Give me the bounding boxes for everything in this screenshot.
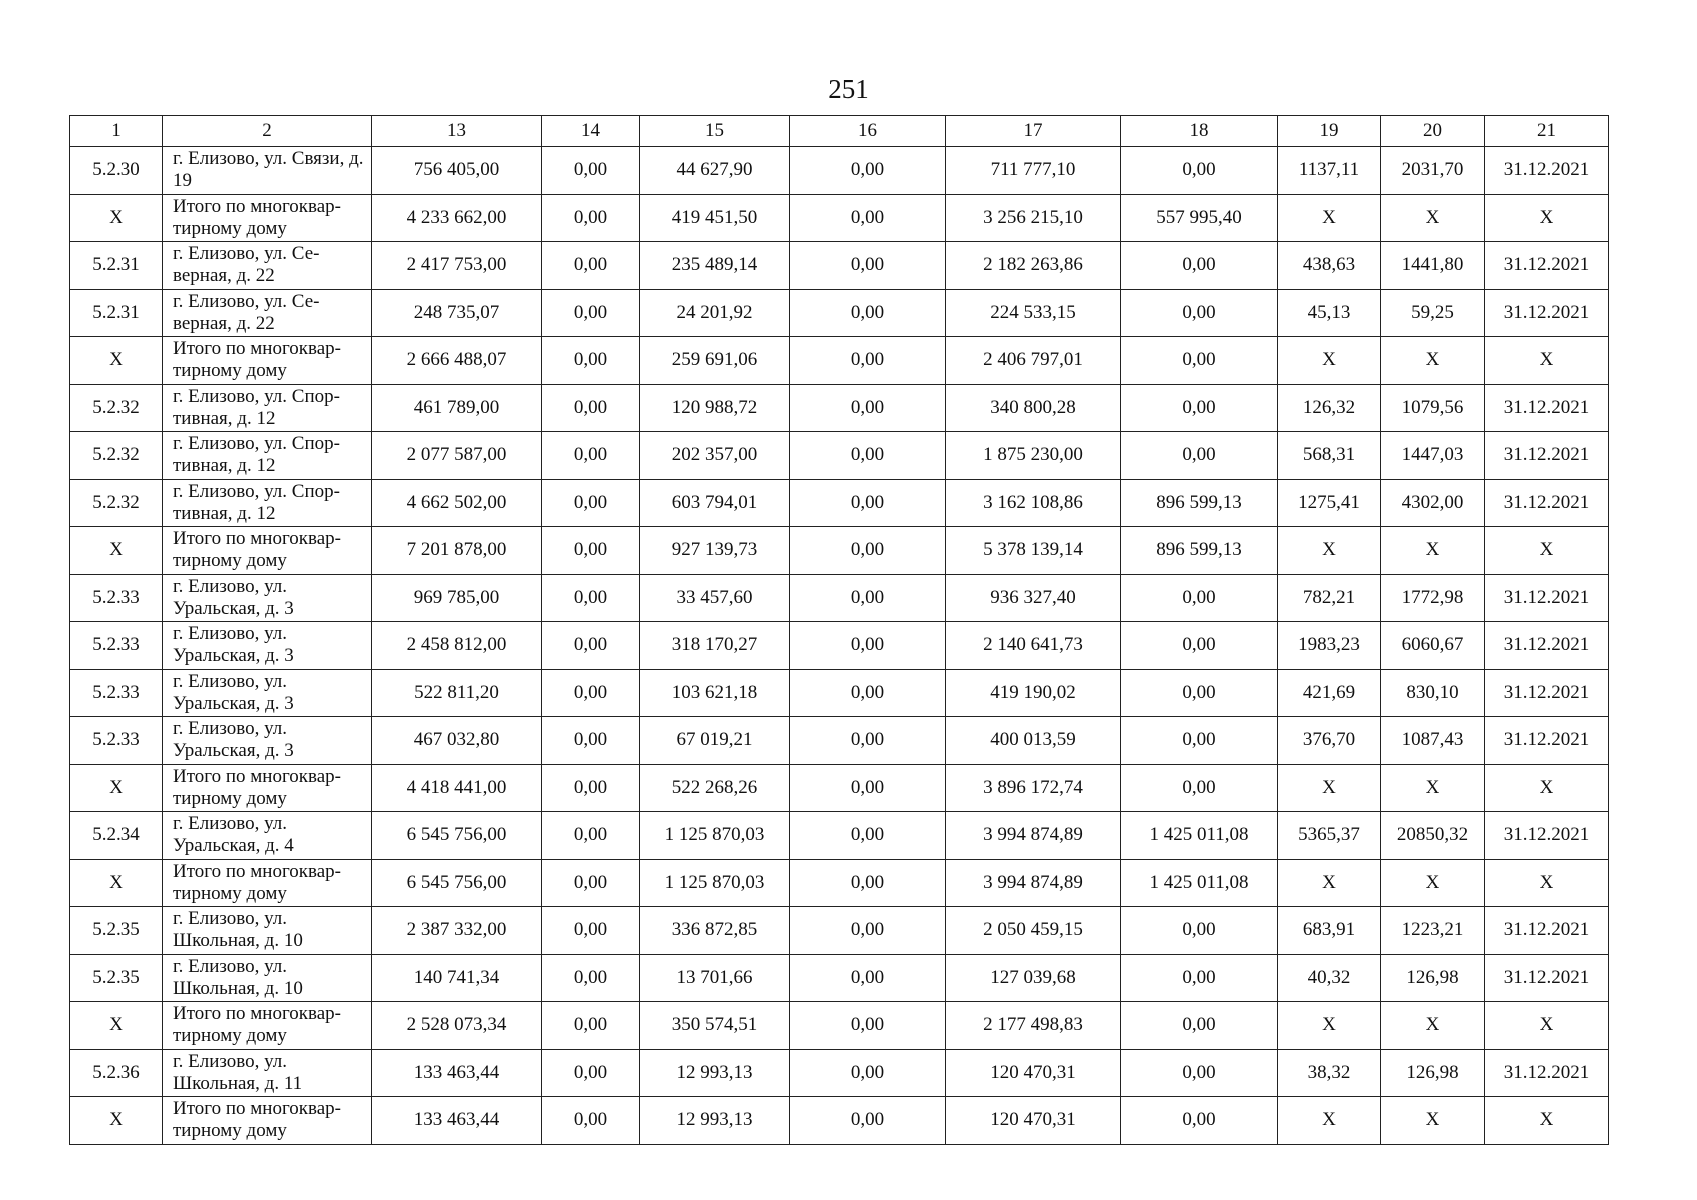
cell-col-20: 1447,03 (1381, 432, 1485, 480)
table-row (70, 859, 1609, 907)
cell-col-19: 376,70 (1278, 717, 1381, 765)
cell-col-20: 830,10 (1381, 669, 1485, 717)
cell-address: Итого по многоквар-тирному дому (163, 194, 372, 242)
cell-col-15: 419 451,50 (640, 194, 790, 242)
cell-col-21-date: 31.12.2021 (1485, 812, 1609, 860)
cell-col-20: 126,98 (1381, 954, 1485, 1002)
cell-col-13: 6 545 756,00 (372, 812, 542, 860)
cell-col-20: Х (1381, 337, 1485, 385)
cell-row-number: Х (70, 337, 163, 385)
table-row (70, 954, 1609, 1002)
cell-col-16: 0,00 (790, 669, 946, 717)
cell-col-19: 421,69 (1278, 669, 1381, 717)
table-row (70, 717, 1609, 765)
cell-col-20: 1223,21 (1381, 907, 1485, 955)
cell-col-16: 0,00 (790, 384, 946, 432)
cell-address: г. Елизово, ул. Школьная, д. 11 (163, 1049, 372, 1097)
cell-row-number: 5.2.33 (70, 669, 163, 717)
cell-col-21-date: 31.12.2021 (1485, 954, 1609, 1002)
cell-row-number: 5.2.30 (70, 147, 163, 195)
cell-col-17: 127 039,68 (946, 954, 1121, 1002)
cell-col-14: 0,00 (542, 1097, 640, 1145)
cell-col-18: 0,00 (1121, 1002, 1278, 1050)
cell-col-21-date: 31.12.2021 (1485, 1049, 1609, 1097)
cell-address: г. Елизово, ул. Связи, д. 19 (163, 147, 372, 195)
cell-col-21-date: 31.12.2021 (1485, 574, 1609, 622)
cell-col-21-date: 31.12.2021 (1485, 147, 1609, 195)
cell-address: г. Елизово, ул. Уральская, д. 3 (163, 574, 372, 622)
data-table (69, 115, 1609, 1145)
cell-address: г. Елизово, ул. Се-верная, д. 22 (163, 242, 372, 290)
cell-row-number: 5.2.33 (70, 717, 163, 765)
cell-col-19: 126,32 (1278, 384, 1381, 432)
cell-col-19: 568,31 (1278, 432, 1381, 480)
cell-col-14: 0,00 (542, 289, 640, 337)
column-header: 13 (372, 116, 542, 147)
cell-col-20: 1772,98 (1381, 574, 1485, 622)
cell-col-16: 0,00 (790, 622, 946, 670)
cell-col-21-date: Х (1485, 1002, 1609, 1050)
cell-col-14: 0,00 (542, 812, 640, 860)
cell-col-20: Х (1381, 194, 1485, 242)
cell-col-16: 0,00 (790, 242, 946, 290)
cell-col-19: Х (1278, 194, 1381, 242)
column-header: 20 (1381, 116, 1485, 147)
cell-row-number: 5.2.34 (70, 812, 163, 860)
cell-col-15: 67 019,21 (640, 717, 790, 765)
cell-col-21-date: Х (1485, 764, 1609, 812)
column-header: 2 (163, 116, 372, 147)
cell-col-18: 0,00 (1121, 289, 1278, 337)
cell-col-13: 2 417 753,00 (372, 242, 542, 290)
cell-col-18: 557 995,40 (1121, 194, 1278, 242)
cell-col-16: 0,00 (790, 907, 946, 955)
cell-col-19: Х (1278, 527, 1381, 575)
cell-address: Итого по многоквар-тирному дому (163, 1002, 372, 1050)
cell-col-21-date: 31.12.2021 (1485, 242, 1609, 290)
cell-col-14: 0,00 (542, 622, 640, 670)
cell-address: г. Елизово, ул. Школьная, д. 10 (163, 907, 372, 955)
cell-col-18: 0,00 (1121, 764, 1278, 812)
cell-col-21-date: 31.12.2021 (1485, 717, 1609, 765)
cell-col-13: 4 662 502,00 (372, 479, 542, 527)
cell-col-18: 0,00 (1121, 574, 1278, 622)
table-row (70, 384, 1609, 432)
cell-col-19: 438,63 (1278, 242, 1381, 290)
cell-col-21-date: Х (1485, 194, 1609, 242)
cell-col-19: Х (1278, 1002, 1381, 1050)
cell-col-17: 224 533,15 (946, 289, 1121, 337)
cell-col-14: 0,00 (542, 147, 640, 195)
cell-col-19: Х (1278, 1097, 1381, 1145)
cell-col-17: 340 800,28 (946, 384, 1121, 432)
cell-col-14: 0,00 (542, 859, 640, 907)
cell-col-13: 522 811,20 (372, 669, 542, 717)
table-row (70, 574, 1609, 622)
cell-col-20: Х (1381, 527, 1485, 575)
cell-address: г. Елизово, ул. Школьная, д. 10 (163, 954, 372, 1002)
cell-col-18: 0,00 (1121, 954, 1278, 1002)
cell-row-number: 5.2.33 (70, 574, 163, 622)
cell-col-15: 12 993,13 (640, 1097, 790, 1145)
cell-address: Итого по многоквар-тирному дому (163, 859, 372, 907)
cell-col-15: 318 170,27 (640, 622, 790, 670)
cell-col-13: 4 233 662,00 (372, 194, 542, 242)
table-row (70, 622, 1609, 670)
cell-row-number: Х (70, 1002, 163, 1050)
cell-col-16: 0,00 (790, 764, 946, 812)
cell-col-13: 2 666 488,07 (372, 337, 542, 385)
cell-col-21-date: Х (1485, 527, 1609, 575)
cell-col-21-date: 31.12.2021 (1485, 289, 1609, 337)
cell-address: Итого по многоквар-тирному дому (163, 1097, 372, 1145)
cell-col-20: Х (1381, 1002, 1485, 1050)
cell-col-21-date: 31.12.2021 (1485, 907, 1609, 955)
cell-col-14: 0,00 (542, 764, 640, 812)
cell-col-15: 259 691,06 (640, 337, 790, 385)
column-number-row (70, 116, 1609, 147)
table-row (70, 242, 1609, 290)
cell-col-13: 2 458 812,00 (372, 622, 542, 670)
cell-col-16: 0,00 (790, 479, 946, 527)
cell-col-17: 120 470,31 (946, 1049, 1121, 1097)
cell-col-20: 59,25 (1381, 289, 1485, 337)
cell-row-number: Х (70, 194, 163, 242)
cell-col-17: 2 050 459,15 (946, 907, 1121, 955)
cell-col-18: 896 599,13 (1121, 527, 1278, 575)
cell-address: г. Елизово, ул. Спор-тивная, д. 12 (163, 479, 372, 527)
cell-col-15: 927 139,73 (640, 527, 790, 575)
cell-col-17: 419 190,02 (946, 669, 1121, 717)
table-row (70, 194, 1609, 242)
cell-col-16: 0,00 (790, 147, 946, 195)
column-header: 15 (640, 116, 790, 147)
cell-col-14: 0,00 (542, 432, 640, 480)
cell-col-21-date: Х (1485, 337, 1609, 385)
cell-col-19: 1983,23 (1278, 622, 1381, 670)
cell-col-17: 936 327,40 (946, 574, 1121, 622)
cell-col-21-date: Х (1485, 1097, 1609, 1145)
cell-col-14: 0,00 (542, 669, 640, 717)
cell-col-13: 248 735,07 (372, 289, 542, 337)
cell-col-17: 2 140 641,73 (946, 622, 1121, 670)
cell-col-18: 0,00 (1121, 1097, 1278, 1145)
cell-col-13: 133 463,44 (372, 1049, 542, 1097)
cell-address: г. Елизово, ул. Уральская, д. 3 (163, 622, 372, 670)
cell-row-number: Х (70, 764, 163, 812)
cell-col-19: Х (1278, 337, 1381, 385)
cell-row-number: 5.2.33 (70, 622, 163, 670)
cell-col-18: 0,00 (1121, 432, 1278, 480)
cell-row-number: 5.2.31 (70, 242, 163, 290)
cell-col-13: 461 789,00 (372, 384, 542, 432)
cell-col-13: 969 785,00 (372, 574, 542, 622)
cell-col-13: 2 528 073,34 (372, 1002, 542, 1050)
cell-col-16: 0,00 (790, 194, 946, 242)
cell-col-16: 0,00 (790, 1097, 946, 1145)
cell-col-19: 38,32 (1278, 1049, 1381, 1097)
cell-col-16: 0,00 (790, 574, 946, 622)
cell-col-20: 20850,32 (1381, 812, 1485, 860)
column-header: 19 (1278, 116, 1381, 147)
cell-col-15: 1 125 870,03 (640, 859, 790, 907)
cell-col-13: 6 545 756,00 (372, 859, 542, 907)
cell-col-14: 0,00 (542, 527, 640, 575)
cell-col-16: 0,00 (790, 1002, 946, 1050)
cell-col-14: 0,00 (542, 907, 640, 955)
cell-col-16: 0,00 (790, 859, 946, 907)
cell-col-17: 3 256 215,10 (946, 194, 1121, 242)
cell-col-21-date: 31.12.2021 (1485, 479, 1609, 527)
cell-col-14: 0,00 (542, 717, 640, 765)
table-row (70, 289, 1609, 337)
cell-col-17: 5 378 139,14 (946, 527, 1121, 575)
table-row (70, 479, 1609, 527)
cell-col-20: 1079,56 (1381, 384, 1485, 432)
cell-col-13: 2 387 332,00 (372, 907, 542, 955)
cell-col-16: 0,00 (790, 432, 946, 480)
cell-col-17: 3 994 874,89 (946, 812, 1121, 860)
cell-col-18: 1 425 011,08 (1121, 812, 1278, 860)
cell-col-16: 0,00 (790, 527, 946, 575)
cell-address: г. Елизово, ул. Уральская, д. 4 (163, 812, 372, 860)
cell-row-number: 5.2.35 (70, 907, 163, 955)
cell-col-13: 7 201 878,00 (372, 527, 542, 575)
cell-col-18: 0,00 (1121, 337, 1278, 385)
cell-col-21-date: 31.12.2021 (1485, 669, 1609, 717)
cell-col-15: 522 268,26 (640, 764, 790, 812)
cell-col-18: 0,00 (1121, 147, 1278, 195)
cell-col-14: 0,00 (542, 479, 640, 527)
cell-row-number: 5.2.32 (70, 432, 163, 480)
cell-col-21-date: Х (1485, 859, 1609, 907)
cell-col-16: 0,00 (790, 337, 946, 385)
cell-col-16: 0,00 (790, 289, 946, 337)
cell-col-21-date: 31.12.2021 (1485, 622, 1609, 670)
cell-col-14: 0,00 (542, 574, 640, 622)
table-row (70, 432, 1609, 480)
cell-col-19: Х (1278, 859, 1381, 907)
cell-col-17: 3 896 172,74 (946, 764, 1121, 812)
cell-col-17: 711 777,10 (946, 147, 1121, 195)
cell-col-13: 756 405,00 (372, 147, 542, 195)
cell-col-13: 2 077 587,00 (372, 432, 542, 480)
table-row (70, 764, 1609, 812)
table-row (70, 1097, 1609, 1145)
cell-col-14: 0,00 (542, 1049, 640, 1097)
column-header: 14 (542, 116, 640, 147)
cell-address: г. Елизово, ул. Уральская, д. 3 (163, 669, 372, 717)
cell-row-number: 5.2.32 (70, 479, 163, 527)
cell-col-14: 0,00 (542, 1002, 640, 1050)
cell-col-15: 103 621,18 (640, 669, 790, 717)
cell-col-16: 0,00 (790, 812, 946, 860)
cell-address: Итого по многоквар-тирному дому (163, 337, 372, 385)
cell-col-19: 782,21 (1278, 574, 1381, 622)
cell-col-17: 2 177 498,83 (946, 1002, 1121, 1050)
cell-col-15: 13 701,66 (640, 954, 790, 1002)
table-row (70, 669, 1609, 717)
cell-row-number: Х (70, 527, 163, 575)
cell-col-17: 3 994 874,89 (946, 859, 1121, 907)
cell-col-20: 4302,00 (1381, 479, 1485, 527)
cell-col-17: 3 162 108,86 (946, 479, 1121, 527)
cell-col-16: 0,00 (790, 717, 946, 765)
table-row (70, 812, 1609, 860)
cell-col-17: 2 182 263,86 (946, 242, 1121, 290)
cell-col-20: Х (1381, 1097, 1485, 1145)
cell-col-18: 0,00 (1121, 622, 1278, 670)
cell-col-14: 0,00 (542, 337, 640, 385)
cell-col-18: 0,00 (1121, 384, 1278, 432)
cell-col-17: 2 406 797,01 (946, 337, 1121, 385)
cell-col-15: 235 489,14 (640, 242, 790, 290)
cell-col-20: 1087,43 (1381, 717, 1485, 765)
cell-col-13: 467 032,80 (372, 717, 542, 765)
cell-row-number: 5.2.35 (70, 954, 163, 1002)
cell-col-14: 0,00 (542, 242, 640, 290)
cell-col-18: 0,00 (1121, 1049, 1278, 1097)
cell-col-19: 5365,37 (1278, 812, 1381, 860)
cell-col-18: 0,00 (1121, 717, 1278, 765)
cell-col-20: 126,98 (1381, 1049, 1485, 1097)
cell-col-18: 0,00 (1121, 242, 1278, 290)
cell-col-20: Х (1381, 764, 1485, 812)
column-header: 18 (1121, 116, 1278, 147)
cell-row-number: 5.2.36 (70, 1049, 163, 1097)
cell-col-19: 45,13 (1278, 289, 1381, 337)
table-row (70, 147, 1609, 195)
cell-col-17: 400 013,59 (946, 717, 1121, 765)
cell-col-19: 1275,41 (1278, 479, 1381, 527)
cell-col-14: 0,00 (542, 384, 640, 432)
cell-col-20: Х (1381, 859, 1485, 907)
cell-col-19: Х (1278, 764, 1381, 812)
column-header: 17 (946, 116, 1121, 147)
cell-col-14: 0,00 (542, 194, 640, 242)
table-row (70, 337, 1609, 385)
cell-col-15: 12 993,13 (640, 1049, 790, 1097)
cell-col-15: 1 125 870,03 (640, 812, 790, 860)
cell-address: г. Елизово, ул. Спор-тивная, д. 12 (163, 432, 372, 480)
cell-col-17: 1 875 230,00 (946, 432, 1121, 480)
cell-row-number: Х (70, 1097, 163, 1145)
cell-col-18: 896 599,13 (1121, 479, 1278, 527)
cell-col-20: 1441,80 (1381, 242, 1485, 290)
cell-col-13: 140 741,34 (372, 954, 542, 1002)
table-body (70, 147, 1609, 1145)
cell-row-number: 5.2.32 (70, 384, 163, 432)
cell-address: Итого по многоквар-тирному дому (163, 764, 372, 812)
cell-col-21-date: 31.12.2021 (1485, 432, 1609, 480)
column-header: 16 (790, 116, 946, 147)
table-row (70, 527, 1609, 575)
cell-col-18: 0,00 (1121, 907, 1278, 955)
column-header: 21 (1485, 116, 1609, 147)
cell-col-13: 4 418 441,00 (372, 764, 542, 812)
cell-col-18: 0,00 (1121, 669, 1278, 717)
cell-col-15: 350 574,51 (640, 1002, 790, 1050)
cell-row-number: Х (70, 859, 163, 907)
cell-col-15: 33 457,60 (640, 574, 790, 622)
cell-col-15: 202 357,00 (640, 432, 790, 480)
cell-col-20: 2031,70 (1381, 147, 1485, 195)
column-header: 1 (70, 116, 163, 147)
cell-col-16: 0,00 (790, 954, 946, 1002)
cell-col-19: 40,32 (1278, 954, 1381, 1002)
table-row (70, 1002, 1609, 1050)
cell-col-16: 0,00 (790, 1049, 946, 1097)
cell-col-19: 1137,11 (1278, 147, 1381, 195)
cell-col-20: 6060,67 (1381, 622, 1485, 670)
table-row (70, 907, 1609, 955)
cell-address: Итого по многоквар-тирному дому (163, 527, 372, 575)
page-number: 251 (828, 74, 869, 104)
cell-col-19: 683,91 (1278, 907, 1381, 955)
cell-col-15: 120 988,72 (640, 384, 790, 432)
cell-col-21-date: 31.12.2021 (1485, 384, 1609, 432)
cell-col-17: 120 470,31 (946, 1097, 1121, 1145)
cell-address: г. Елизово, ул. Уральская, д. 3 (163, 717, 372, 765)
cell-col-18: 1 425 011,08 (1121, 859, 1278, 907)
cell-col-14: 0,00 (542, 954, 640, 1002)
table-header (70, 116, 1609, 147)
cell-address: г. Елизово, ул. Спор-тивная, д. 12 (163, 384, 372, 432)
table-row (70, 1049, 1609, 1097)
cell-col-13: 133 463,44 (372, 1097, 542, 1145)
cell-row-number: 5.2.31 (70, 289, 163, 337)
cell-col-15: 24 201,92 (640, 289, 790, 337)
cell-col-15: 336 872,85 (640, 907, 790, 955)
cell-col-15: 44 627,90 (640, 147, 790, 195)
cell-col-15: 603 794,01 (640, 479, 790, 527)
cell-address: г. Елизово, ул. Се-верная, д. 22 (163, 289, 372, 337)
